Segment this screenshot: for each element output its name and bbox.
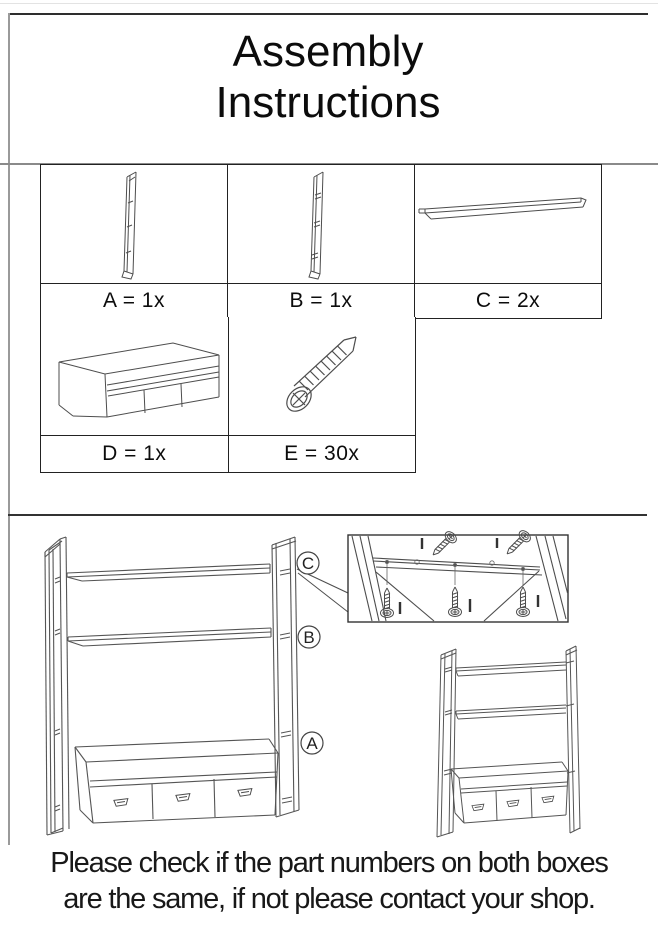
part-a-label: A = 1x xyxy=(103,289,165,312)
part-b-label: B = 1x xyxy=(227,284,414,318)
assembly-exploded-diagram xyxy=(0,515,658,845)
screw-drawing xyxy=(229,317,415,435)
page-title xyxy=(8,26,648,128)
side-frame-a-drawing xyxy=(41,165,227,283)
assembled-unit-drawing xyxy=(437,646,580,837)
assembly-diagram-section xyxy=(0,515,658,845)
exploded-unit-drawing xyxy=(45,537,299,835)
callout-leader-lines xyxy=(297,569,348,612)
part-c-label: C = 2x xyxy=(414,284,601,318)
parts-table-top xyxy=(40,164,602,319)
page-edge-line xyxy=(0,3,658,4)
drawer-cabinet-drawing xyxy=(41,317,227,435)
part-d-image-cell xyxy=(41,317,228,435)
part-e-label: E = 30x xyxy=(228,436,416,472)
callout-letter-a: A xyxy=(306,734,318,753)
footer-note xyxy=(0,845,658,917)
side-frame-b-drawing xyxy=(228,165,414,283)
page-title-line1: Assembly xyxy=(232,27,424,76)
part-e-image-cell xyxy=(228,317,416,435)
callout-letter-c: C xyxy=(301,554,315,573)
page-title-line2: Instructions xyxy=(215,78,441,127)
callout-letter-b: B xyxy=(303,628,315,647)
screw-detail-inset xyxy=(348,528,568,622)
shelf-board-drawing xyxy=(415,165,601,283)
footer-note-line2: are the same, if not please contact your shop. xyxy=(63,883,595,915)
part-d-label: D = 1x xyxy=(102,442,167,465)
footer-note-line1: Please check if the part numbers on both boxes xyxy=(50,847,608,879)
part-a-image-cell xyxy=(41,165,227,283)
parts-table-bottom xyxy=(40,317,416,473)
part-b-image-cell xyxy=(227,165,414,283)
part-c-image-cell xyxy=(414,165,601,283)
page-top-border xyxy=(8,13,648,15)
